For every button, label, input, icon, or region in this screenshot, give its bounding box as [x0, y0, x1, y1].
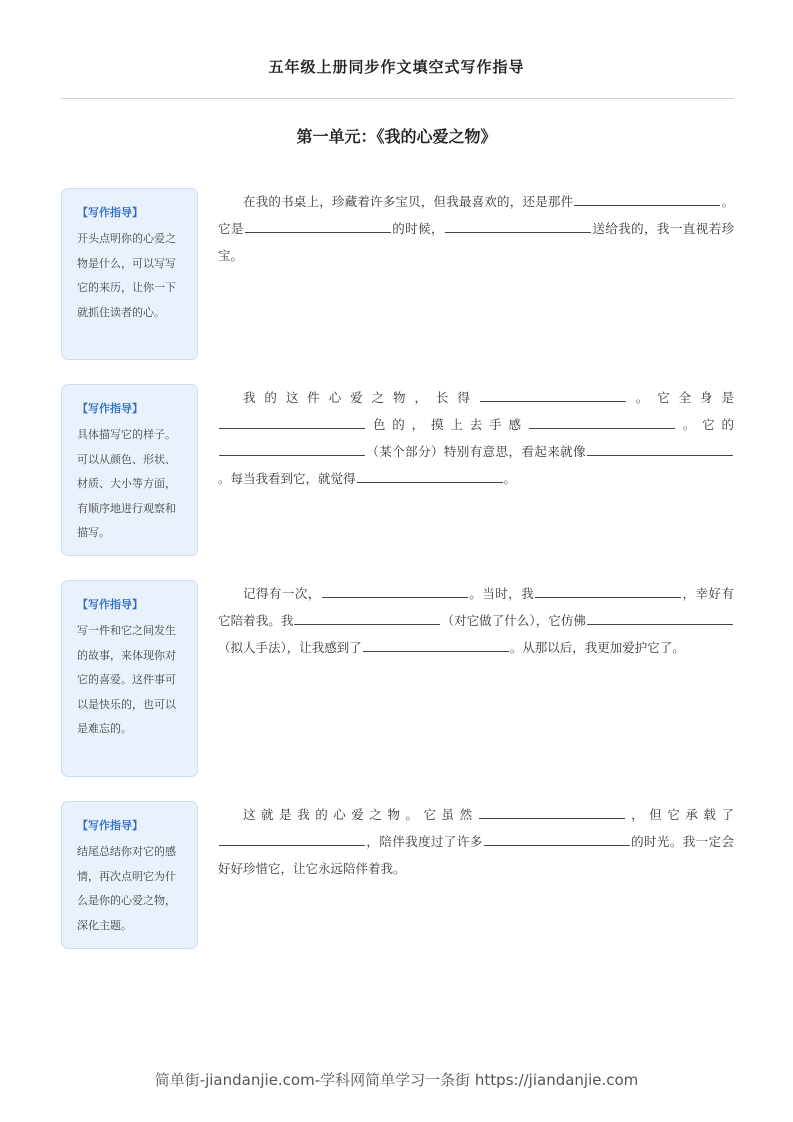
paragraph-text: （对它做了什么），它仿佛: [441, 613, 586, 628]
writing-guide-box: [61, 801, 198, 949]
unit-title: 第一单元：《我的心爱之物》: [296, 127, 497, 146]
paragraph-text: 。每当我看到它，就觉得: [218, 471, 356, 486]
footer-watermark: 简单街-jiandanjie.com-学科网简单学习一条街 https://jiandanjie.com: [154, 1071, 639, 1089]
paragraph-text: ，幸好有它陪着我。我: [218, 586, 734, 628]
paragraph-text: 。当时，我: [468, 586, 535, 601]
guide-title: 【写作指导】: [77, 206, 143, 219]
fill-blank[interactable]: [587, 439, 733, 456]
fill-blank[interactable]: [294, 608, 440, 625]
guide-text: 结尾总结你对它的感情，再次点明它为什么是你的心爱之物，深化主题。: [77, 845, 176, 932]
paragraph-text: 记得有一次，: [243, 586, 321, 601]
fill-in-paragraph: [218, 384, 734, 492]
guide-title: 【写作指导】: [77, 598, 143, 611]
paragraph-text: 。它是: [218, 194, 734, 236]
paragraph-text: 在我的书桌上，珍藏着许多宝贝，但我最喜欢的，还是那件: [243, 194, 574, 209]
fill-blank[interactable]: [219, 829, 365, 846]
document-header: 五年级上册同步作文填空式写作指导: [268, 58, 525, 76]
paragraph-text: 。它的: [675, 417, 734, 432]
paragraph-text: 。从那以后，我更加爱护它了。: [509, 640, 685, 655]
fill-blank[interactable]: [445, 216, 591, 233]
writing-guide-box: [61, 580, 198, 777]
paragraph-text: ，但它承载了: [625, 807, 734, 822]
fill-in-paragraph: [218, 801, 734, 882]
fill-blank[interactable]: [245, 216, 391, 233]
fill-in-paragraph: [218, 580, 734, 661]
paragraph-text: （某个部分）特别有意思，看起来就像: [366, 444, 586, 459]
paragraph-text: 。: [503, 471, 517, 486]
fill-blank[interactable]: [484, 829, 630, 846]
fill-blank[interactable]: [535, 581, 681, 598]
paragraph-text: ，陪伴我度过了许多: [366, 834, 483, 849]
paragraph-text: 。它全身是: [626, 390, 734, 405]
guide-text: 具体描写它的样子。可以从颜色、形状、材质、大小等方面，有顺序地进行观察和描写。: [77, 428, 176, 539]
paragraph-text: 这就是我的心爱之物。它虽然: [243, 807, 478, 822]
paragraph-text: （拟人手法），让我感到了: [218, 640, 362, 655]
fill-blank[interactable]: [363, 635, 509, 652]
paragraph-text: 我的这件心爱之物，长得: [243, 390, 479, 405]
fill-blank[interactable]: [357, 466, 503, 483]
fill-blank[interactable]: [322, 581, 468, 598]
fill-in-paragraph: [218, 188, 734, 269]
fill-blank[interactable]: [219, 439, 365, 456]
writing-guide-box: [61, 188, 198, 360]
guide-text: 开头点明你的心爱之物是什么，可以写写它的来历，让你一下就抓住读者的心。: [77, 232, 176, 319]
guide-title: 【写作指导】: [77, 402, 143, 415]
paragraph-text: 的时候，: [391, 221, 444, 236]
fill-blank[interactable]: [479, 802, 625, 819]
fill-blank[interactable]: [529, 412, 675, 429]
paragraph-text: 的时光。我一定会好好珍惜它，让它永远陪伴着我。: [218, 834, 734, 876]
fill-blank[interactable]: [574, 189, 720, 206]
paragraph-text: 送给我的，我一直视若珍宝。: [218, 221, 734, 263]
guide-title: 【写作指导】: [77, 819, 143, 832]
paragraph-text: 色的，摸上去手感: [366, 417, 528, 432]
guide-text: 写一件和它之间发生的故事，来体现你对它的喜爱。这件事可以是快乐的，也可以是难忘的。: [77, 624, 176, 735]
fill-blank[interactable]: [219, 412, 365, 429]
fill-blank[interactable]: [480, 385, 626, 402]
writing-guide-box: [61, 384, 198, 556]
header-divider: [61, 98, 734, 99]
fill-blank[interactable]: [587, 608, 733, 625]
